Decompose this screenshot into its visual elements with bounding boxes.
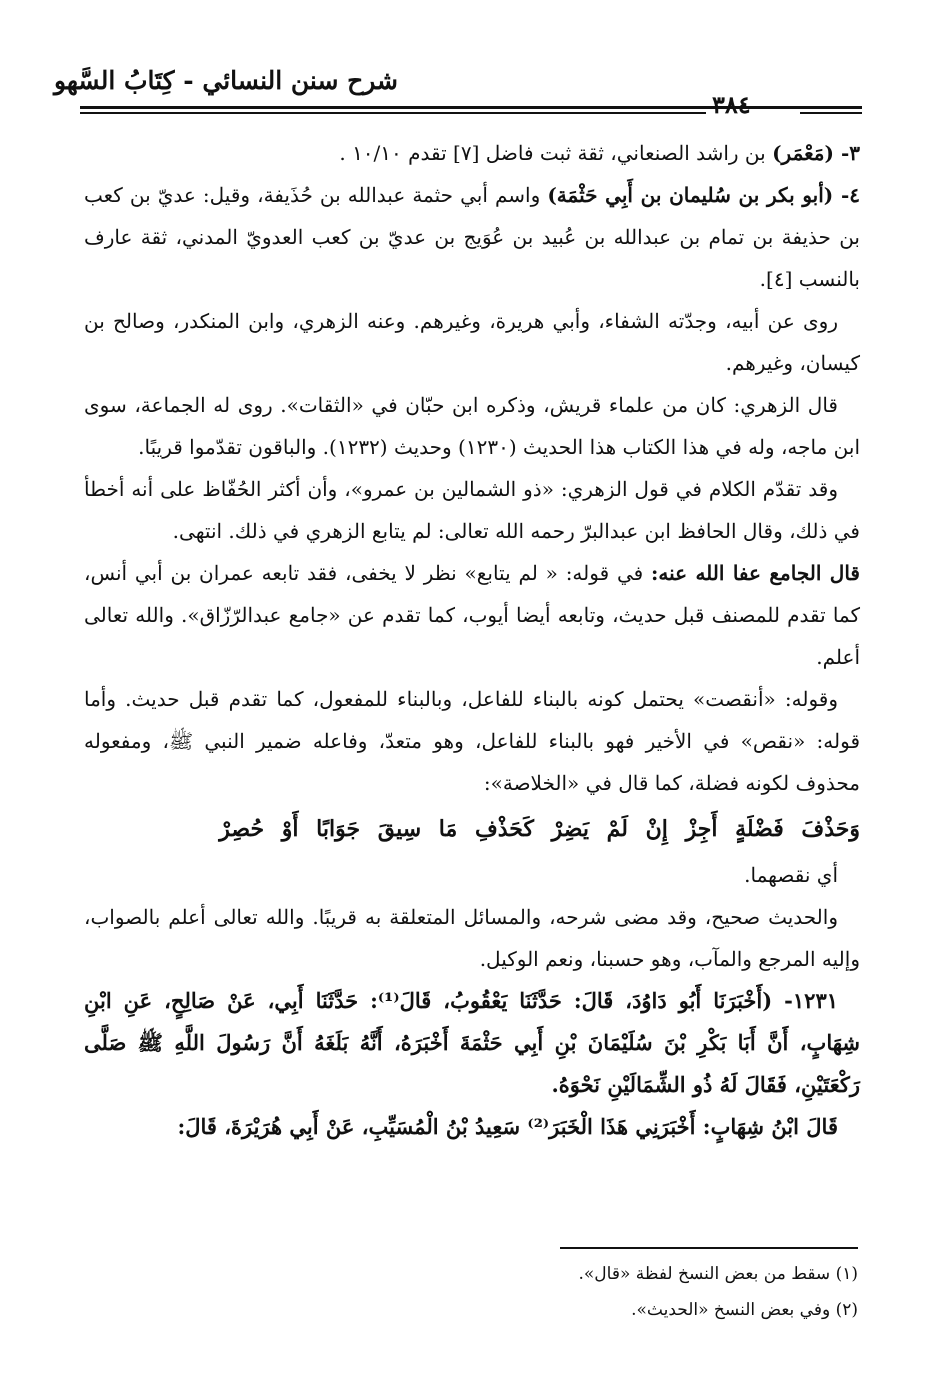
paragraph-bold: ٣- (مَعْمَر) bbox=[772, 141, 860, 165]
paragraph bbox=[84, 174, 860, 300]
paragraph-text: وقد تقدّم الكلام في قول الزهري: «ذو الشمالين بن عمرو»، وأن أكثر الحُفّاظ على أنه أخطأ في ذلك، وقال الحافظ ابن عبدالبرّ رحمه الله تعالى: لم يتابع الزهري في ذلك. انتهى. bbox=[84, 477, 860, 543]
page-title: شرح سنن النسائي - كِتَابُ السَّهو bbox=[53, 66, 398, 95]
paragraph-text: في قوله: « لم يتابع» نظر لا يخفى، فقد تابعه عمران بن أبي أنس، كما تقدم للمصنف قبل حديث، وتابعه أيضا أيوب، كما تقدم عن «جامع عبدالرّزّاق». والله تعالى أعلم. bbox=[84, 561, 861, 669]
main-text bbox=[84, 132, 860, 1148]
poetry-verse: وَحَذْفَ فَضْلَةٍ أَجِزْ إِنْ لَمْ يَضِرْ كَحَذْفِ مَا سِيقَ جَوَابًا أَوْ حُصِرْ bbox=[219, 816, 860, 842]
footnote-rule bbox=[560, 1247, 858, 1249]
paragraph-text: قال الزهري: كان من علماء قريش، وذكره ابن حبّان في «الثقات». روى له الجماعة، سوى ابن ماجه، وله في هذا الكتاب هذا الحديث (١٢٣٠) وحديث (١٢٣٢). والباقون تقدّموا قريبًا. bbox=[84, 393, 860, 459]
footnotes bbox=[300, 1256, 858, 1328]
paragraph: أي نقصهما. bbox=[744, 863, 838, 887]
page-header bbox=[53, 62, 862, 122]
paragraph-text: وقوله: «أنقصت» يحتمل كونه بالبناء للفاعل، وبالبناء للمفعول، كما تقدم قبل حديث. وأما قوله: «نقص» في الأخير فهو بالبناء للفاعل، وهو متعدّ، وفاعله ضمير النبي ﷺ، ومفعوله محذوف لكونه فضلة، كما قال في «الخلاصة»: bbox=[84, 687, 860, 795]
paragraph-text: بن راشد الصنعاني، ثقة ثبت فاضل [٧] تقدم ١٠/١٠ . bbox=[339, 141, 773, 165]
header-rule-right bbox=[800, 112, 862, 114]
header-rule-left bbox=[80, 112, 706, 114]
paragraph bbox=[84, 552, 860, 678]
hadith-text: قَالَ ابْنُ شِهَابٍ: أَخْبَرَنِي هَذَا الْخَبَرَ⁽²⁾ سَعِيدُ بْنُ الْمُسَيِّبِ، عَنْ أَبِي هُرَيْرَةَ، قَالَ: bbox=[177, 1114, 838, 1139]
paragraph bbox=[84, 132, 860, 174]
page-number: ٣٨٤ bbox=[712, 90, 751, 119]
paragraph-bold: ٤- (أبو بكر بن سُليمان بن أَبِي حَثْمَة) bbox=[547, 183, 860, 207]
paragraph-text: واسم أبي حثمة عبدالله بن حُذَيفة، وقيل: عديّ بن كعب بن حذيفة بن تمام بن عبدالله بن عُبيد بن عُوَيج بن عديّ بن كعب العدويّ المدني، ثقة عارف بالنسب [٤]. bbox=[84, 183, 860, 291]
hadith-text: ١٢٣١- (أَخْبَرَنَا أَبُو دَاوُدَ، قَالَ: حَدَّثَنَا يَعْقُوبُ، قَالَ⁽¹⁾: حَدَّثَنَا أَبِي، عَنْ صَالِحٍ، عَنِ ابْنِ شِهَابٍ، أَنَّ أَبَا بَكْرِ بْنَ سُلَيْمَانَ بْنِ أَبِي حَثْمَةَ أَخْبَرَهُ، أَنَّهُ بَلَغَهُ أَنَّ رَسُولَ اللَّهِ ﷺ صَلَّى رَكْعَتَيْنِ، فَقَالَ لَهُ ذُو الشِّمَالَيْنِ نَحْوَهُ. bbox=[84, 988, 860, 1097]
paragraph: والحديث صحيح، وقد مضى شرحه، والمسائل المتعلقة به قريبًا. والله تعالى أعلم بالصواب، وإليه المرجع والمآب، وهو حسبنا، ونعم الوكيل. bbox=[84, 905, 860, 971]
paragraph bbox=[84, 678, 860, 804]
paragraph-bold: قال الجامع عفا الله عنه: bbox=[650, 561, 860, 585]
paragraph bbox=[84, 384, 860, 468]
paragraph-text: روى عن أبيه، وجدّته الشفاء، وأبي هريرة، وغيرهم. وعنه الزهري، وابن المنكدر، وصالح بن كيسان، وغيرهم. bbox=[84, 309, 860, 375]
paragraph bbox=[84, 468, 860, 552]
paragraph bbox=[84, 300, 860, 384]
footnote: (١) سقط من بعض النسخ لفظة «قال». bbox=[578, 1264, 858, 1284]
footnote: (٢) وفي بعض النسخ «الحديث». bbox=[631, 1300, 858, 1320]
